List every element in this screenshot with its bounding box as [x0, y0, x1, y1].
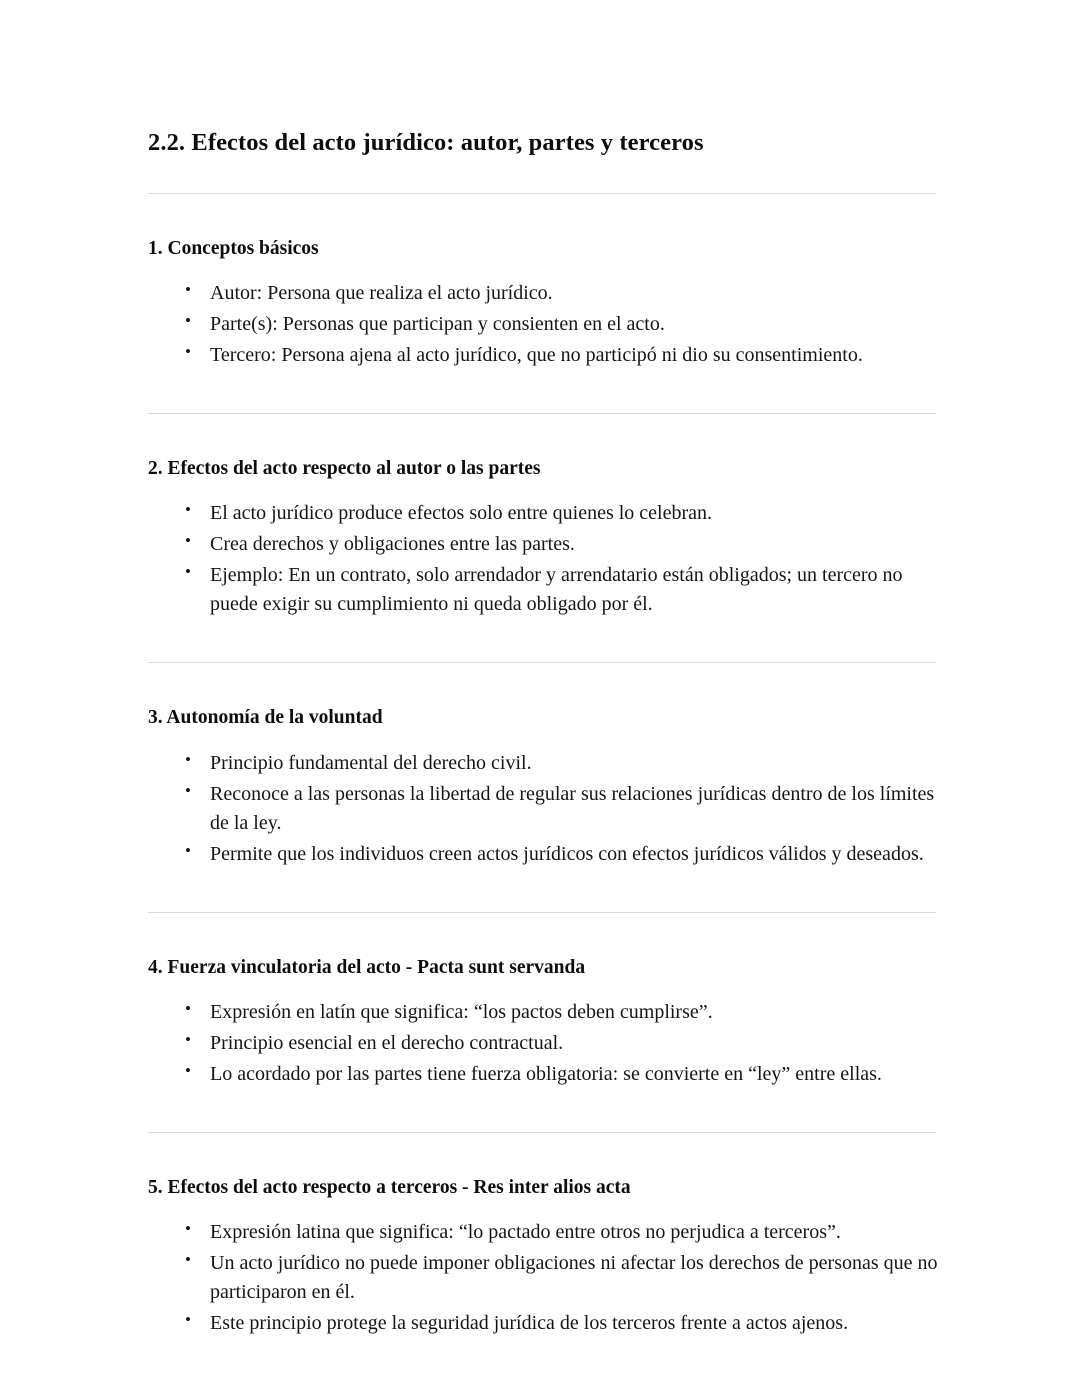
list-item: • Crea derechos y obligaciones entre las partes. [185, 530, 940, 559]
bullet-list-2 [148, 499, 940, 619]
bullet-list-4 [148, 998, 940, 1089]
section-heading-5: 5. Efectos del acto respecto a terceros - Res inter alios acta [148, 1177, 631, 1198]
list-item: • Tercero: Persona ajena al acto jurídico, que no participó ni dio su consentimiento. [185, 341, 940, 370]
list-item: • Expresión latina que significa: “lo pactado entre otros no perjudica a terceros”. [185, 1218, 940, 1247]
section-heading-3: 3. Autonomía de la voluntad [148, 707, 383, 729]
section-heading-2: 2. Efectos del acto respecto al autor o las partes [148, 457, 541, 479]
list-item: • Lo acordado por las partes tiene fuerza obligatoria: se convierte en “ley” entre ellas. [185, 1060, 940, 1089]
list-item: • Principio esencial en el derecho contractual. [185, 1029, 940, 1058]
section-divider [148, 1132, 936, 1133]
section-divider [148, 912, 936, 913]
spacer [148, 372, 940, 413]
page-title: 2.2. Efectos del acto jurídico: autor, partes y terceros [148, 129, 704, 156]
spacer [148, 621, 940, 662]
section-3 [148, 705, 940, 868]
spacer [148, 1091, 940, 1132]
list-item: • Autor: Persona que realiza el acto jurídico. [185, 279, 940, 308]
section-4 [148, 955, 940, 1089]
bullet-list-5 [148, 1218, 940, 1338]
list-item: • Expresión en latín que significa: “los pactos deben cumplirse”. [185, 998, 940, 1027]
section-heading-1: 1. Conceptos básicos [148, 237, 319, 259]
section-1 [148, 236, 940, 370]
section-divider [148, 662, 936, 663]
bullet-list-3 [148, 749, 940, 869]
list-item: • Parte(s): Personas que participan y consienten en el acto. [185, 310, 940, 339]
section-2 [148, 456, 940, 619]
list-item: • Un acto jurídico no puede imponer obligaciones ni afectar los derechos de personas que no participaron en él. [185, 1249, 940, 1307]
list-item: • Este principio protege la seguridad jurídica de los terceros frente a actos ajenos. [185, 1309, 940, 1338]
spacer [148, 871, 940, 912]
list-item: • Reconoce a las personas la libertad de regular sus relaciones jurídicas dentro de los límites de la ley. [185, 780, 940, 838]
section-divider [148, 193, 936, 194]
list-item: • Principio fundamental del derecho civil. [185, 749, 940, 778]
section-5 [148, 1175, 940, 1338]
list-item: • El acto jurídico produce efectos solo entre quienes lo celebran. [185, 499, 940, 528]
list-item: • Permite que los individuos creen actos jurídicos con efectos jurídicos válidos y deseados. [185, 840, 940, 869]
bullet-list-1 [148, 279, 940, 370]
section-divider [148, 413, 936, 414]
section-heading-4: 4. Fuerza vinculatoria del acto - Pacta sunt servanda [148, 956, 586, 978]
list-item: • Ejemplo: En un contrato, solo arrendador y arrendatario están obligados; un tercero no puede exigir su cumplimiento ni queda obligado por él. [185, 561, 940, 619]
